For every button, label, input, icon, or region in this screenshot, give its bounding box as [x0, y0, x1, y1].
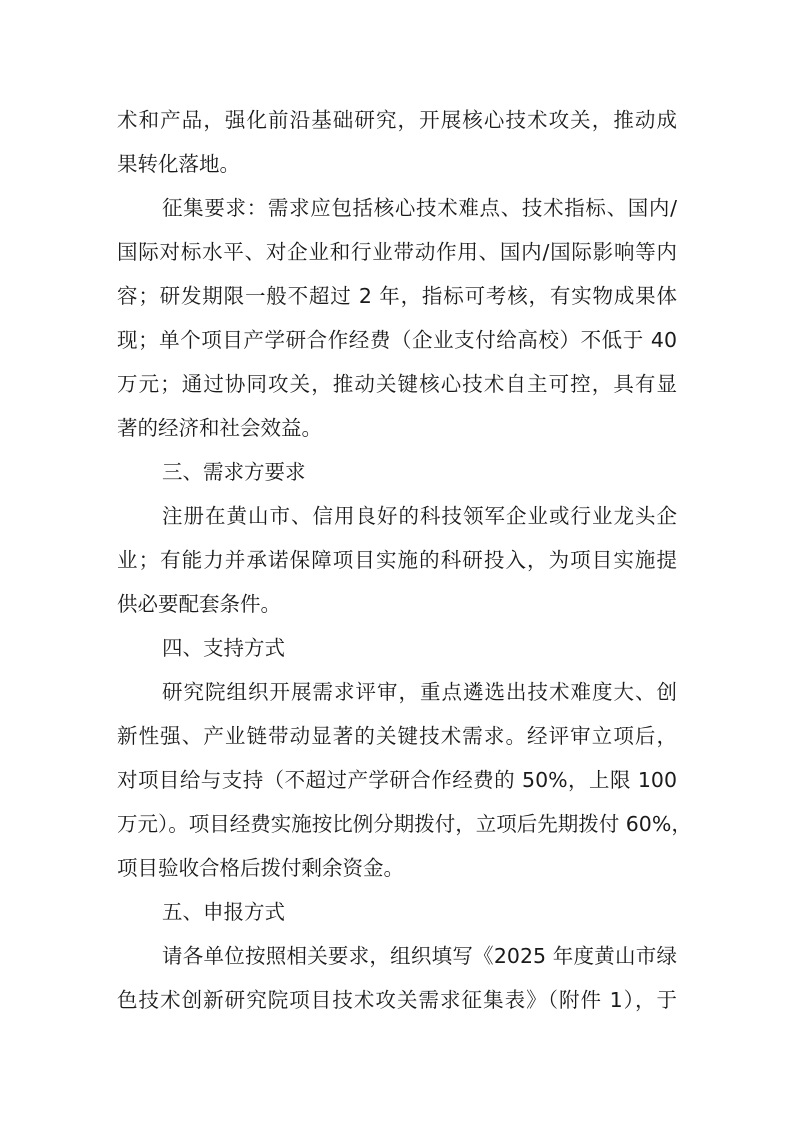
text-line: 果转化落地。 [117, 152, 240, 176]
text-line: 万元）。项目经费实施按比例分期拨付，立项后先期拨付 60%， [117, 812, 692, 836]
text-line: 万元；通过协同攻关，推动关键核心技术自主可控，具有显 [117, 372, 677, 396]
section-heading-5: 五、申报方式 [162, 900, 285, 924]
text-line: 色技术创新研究院项目技术攻关需求征集表》（附件 1），于 [117, 988, 677, 1012]
text-line: 容；研发期限一般不超过 2 年，指标可考核，有实物成果体 [117, 284, 677, 308]
section-heading-3: 三、需求方要求 [162, 460, 306, 484]
paragraph-requirements-start: 征集要求：需求应包括核心技术难点、技术指标、国内/ [162, 196, 677, 220]
text-line: 新性强、产业链带动显著的关键技术需求。经评审立项后， [117, 724, 677, 748]
text-line: 业；有能力并承诺保障项目实施的科研投入，为项目实施提 [117, 548, 677, 572]
section-heading-4: 四、支持方式 [162, 636, 285, 660]
paragraph-application-start: 请各单位按照相关要求，组织填写《2025 年度黄山市绿 [162, 944, 677, 968]
text-line: 国际对标水平、对企业和行业带动作用、国内/国际影响等内 [117, 240, 677, 264]
paragraph-demander-start: 注册在黄山市、信用良好的科技领军企业或行业龙头企 [162, 504, 677, 528]
paragraph-support-start: 研究院组织开展需求评审，重点遴选出技术难度大、创 [162, 680, 677, 704]
text-line: 对项目给与支持（不超过产学研合作经费的 50%，上限 100 [117, 768, 677, 792]
text-line: 供必要配套条件。 [117, 592, 281, 616]
text-line: 著的经济和社会效益。 [117, 416, 322, 440]
text-line: 项目验收合格后拨付剩余资金。 [117, 856, 404, 880]
text-line: 现；单个项目产学研合作经费（企业支付给高校）不低于 40 [117, 328, 677, 352]
text-line: 术和产品，强化前沿基础研究，开展核心技术攻关，推动成 [117, 108, 677, 132]
